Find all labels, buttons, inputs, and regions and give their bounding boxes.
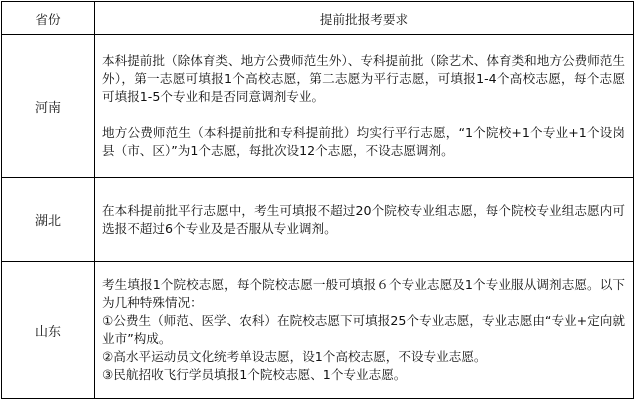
header-row <box>2 2 634 35</box>
requirements-cell <box>95 35 634 178</box>
requirements-cell <box>95 178 634 262</box>
requirement-paragraph: ①公费生（师范、医学、农科）在院校志愿下可填报25个专业志愿，专业志愿由“专业+定向就业市”构成。 <box>102 313 625 346</box>
table-row-shandong <box>2 262 634 399</box>
requirement-paragraph: 考生填报1个院校志愿，每个院校志愿一般可填报６个专业志愿及1个专业服从调剂志愿。以下为几种特殊情况： <box>102 277 625 310</box>
requirement-paragraph: ②高水平运动员文化统考单设志愿，设1个高校志愿，不设专业志愿。 <box>102 349 487 364</box>
province-cell: 河南 <box>2 35 95 178</box>
requirement-paragraph: ③民航招收飞行学员填报1个院校志愿、1个专业志愿。 <box>102 367 407 382</box>
table-row-hubei <box>2 178 634 262</box>
requirement-paragraph: 在本科提前批平行志愿中，考生可填报不超过20个院校专业组志愿，每个院校专业组志愿内可选报不超过6个专业及是否服从专业调剂。 <box>102 202 625 236</box>
province-cell: 山东 <box>2 262 95 399</box>
table-row-henan <box>2 35 634 178</box>
header-province: 省份 <box>2 2 95 35</box>
header-requirements: 提前批报考要求 <box>95 2 634 35</box>
requirements-table <box>1 1 634 399</box>
requirements-cell <box>95 262 634 399</box>
province-cell: 湖北 <box>2 178 95 262</box>
requirement-paragraph: 本科提前批（除体育类、地方公费师范生外）、专科提前批（除艺术、体育类和地方公费师范生外），第一志愿可填报1个高校志愿，第二志愿为平行志愿，可填报1-4个高校志愿，每个志愿可填报1-5个专业和是否同意调剂专业。 <box>102 53 625 104</box>
requirement-paragraph: 地方公费师范生（本科提前批和专科提前批）均实行平行志愿，“1个院校+1个专业+1个设岗县（市、区）”为1个志愿，每批次设12个志愿，不设志愿调剂。 <box>102 125 625 158</box>
paragraph-gap <box>102 106 625 124</box>
